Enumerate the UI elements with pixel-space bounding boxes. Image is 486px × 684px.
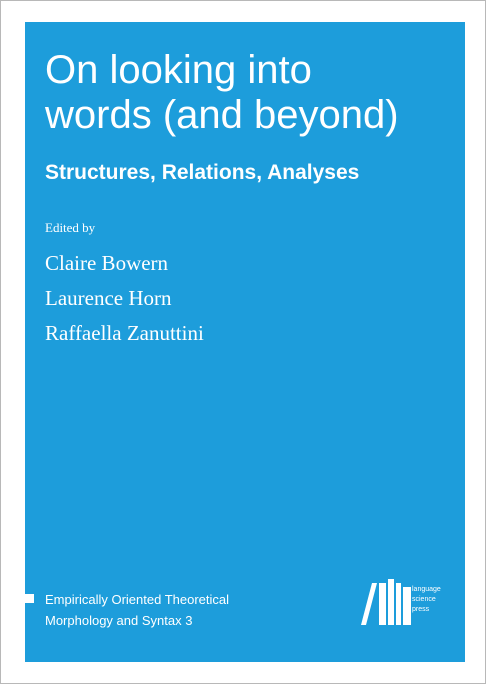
book-title-line-2: words (and beyond) xyxy=(45,93,399,137)
edited-by-label: Edited by xyxy=(45,220,96,235)
book-spines-icon xyxy=(361,577,413,627)
book-title xyxy=(45,48,455,138)
editor-name: Raffaella Zanuttini xyxy=(45,321,204,345)
editor-list xyxy=(45,246,204,351)
book-subtitle: Structures, Relations, Analyses xyxy=(45,161,360,184)
book-cover xyxy=(25,22,465,662)
publisher-name xyxy=(412,585,441,615)
series-marker-square xyxy=(25,594,34,603)
publisher-line-1: language xyxy=(412,586,441,593)
series-title-line-1: Empirically Oriented Theoretical xyxy=(45,592,229,607)
series-title-line-2: Morphology and Syntax 3 xyxy=(45,613,193,628)
publisher-line-3: press xyxy=(412,606,430,613)
publisher-line-2: science xyxy=(412,596,436,603)
editor-name: Claire Bowern xyxy=(45,251,169,275)
editor-name: Laurence Horn xyxy=(45,286,172,310)
book-title-line-1: On looking into xyxy=(45,48,312,92)
series-title xyxy=(45,589,229,631)
